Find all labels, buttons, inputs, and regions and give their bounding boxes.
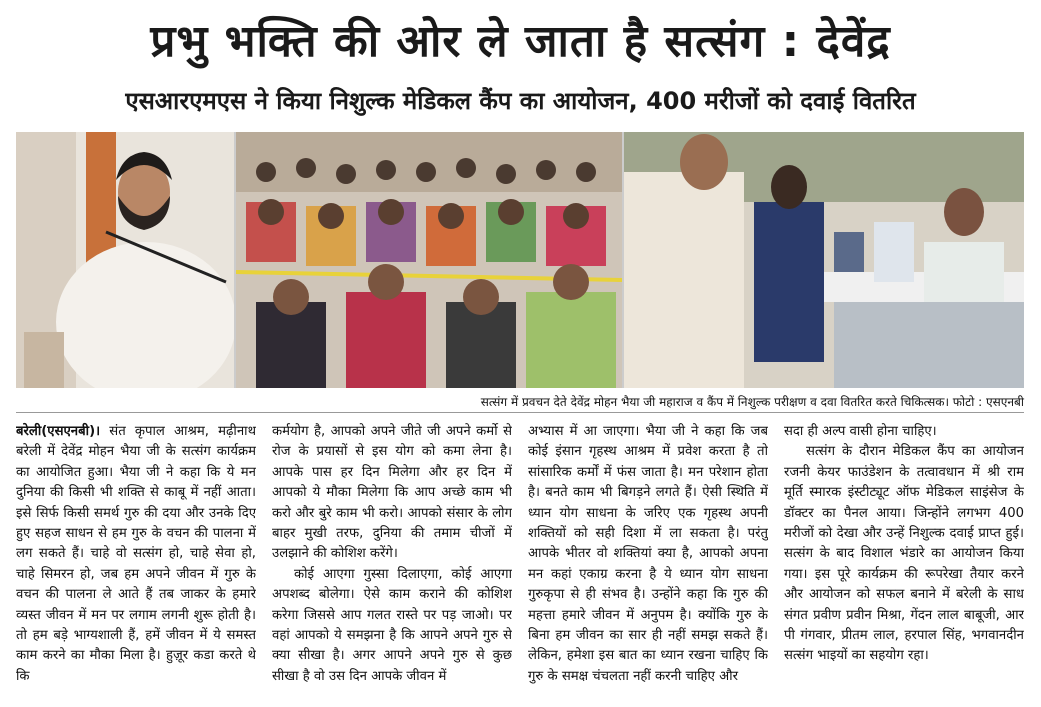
photo-strip	[16, 132, 1024, 388]
article-paragraph	[16, 422, 256, 687]
subheadline: एसआरएमएस ने किया निशुल्क मेडिकल कैंप का आयोजन, 400 मरीजों को दवाई वितरित	[125, 87, 916, 115]
article-paragraph: सत्संग के दौरान मेडिकल कैंप का आयोजन रजनी केयर फाउंडेशन के तत्वावधान में श्री राम मूर्ति स्मारक इंस्टीट्यूट ऑफ मेडिकल साइंसेज के डॉक्टर का पैनल आया। जिन्होंने लगभग 400 मरीजों को देखा और उन्हें निशुल्क दवाई प्राप्त हुई। सत्संग के बाद विशाल भंडारे का आयोजन किया गया। इस पूरे कार्यक्रम की रूपरेखा तैयार करने और आयोजन को सफल बनाने में बरेली के साध संगत प्रवीण प्रवीन मिश्रा, गेंदन लाल बाबूजी, आर पी गंगवार, प्रीतम लाल, हरपाल सिंह, भगवानदीन सत्संग भाइयों का सहयोग रहा।	[784, 444, 1024, 664]
dateline: बरेली(एसएनबी)।	[16, 424, 101, 439]
photo-speaker	[16, 132, 234, 388]
article-paragraph: कोई आएगा गुस्सा दिलाएगा, कोई आएगा अपशब्द बोलेगा। ऐसे काम कराने की कोशिश करेगा जिससे आप गलत रास्ते पर पड़ जाओ। पर वहां आपको ये समझना है कि आपने अपने गुरु से क्या सीखा है। अगर आपने अपने गुरु से कुछ सीखा है वो उस दिन आपके जीवन में	[272, 566, 512, 684]
photo-audience	[236, 132, 622, 388]
photo-medical-camp	[624, 132, 1024, 388]
article-column-1	[16, 422, 256, 702]
photo-caption: सत्संग में प्रवचन देते देवेंद्र मोहन भैया जी महाराज व कैंप में निशुल्क परीक्षण व दवा वितरित करते चिकित्सक। फोटो : एसएनबी	[16, 392, 1024, 413]
article-column-3	[528, 422, 768, 702]
article-body	[16, 422, 1024, 702]
headline: प्रभु भक्ति की ओर ले जाता है सत्संग : देवेंद्र	[150, 16, 891, 67]
article-column-2	[272, 422, 512, 702]
article-column-4	[784, 422, 1024, 702]
article-paragraph: सदा ही अल्प वासी होना चाहिए।	[784, 424, 937, 439]
article-paragraph: अभ्यास में आ जाएगा। भैया जी ने कहा कि जब कोई इंसान गृहस्थ आश्रम में प्रवेश करता है तो सांसारिक कर्मों में फंस जाता है। मन परेशान होता है। बनते काम भी बिगड़ने लगते हैं। ऐसी स्थिति में ध्यान योग साधना के जरिए एक गृहस्थ अपनी शक्तियों को सही दिशा में ला सकता है। परंतु आपके भीतर वो शक्तियां क्या है, आपको अपना मन कहां एकाग्र करना है ये ध्यान योग साधना गुरुकृपा से ही संभव है। उन्होंने कहा कि गुरु की महत्ता हमारे जीवन में अनुपम है। क्योंकि गुरु के बिना हम जीवन का सार ही नहीं समझ सकते हैं। लेकिन, हमेशा इस बात का ध्यान रखना चाहिए कि गुरु के समक्ष चंचलता नहीं करनी चाहिए और	[528, 424, 768, 684]
article-paragraph: कर्मयोग है, आपको अपने जीते जी अपने कर्मो से रोज के प्रयासों से इस योग को कमा लेना है। आपके पास हर दिन मिलेगा और हर दिन में आपको ये मौका मिलेगा कि आप अच्छे काम भी करो और बुरे काम भी करो। आपको संसार के लोग बाहर मुखी तरफ, दुनिया की तमाम चीजों में उलझाने की कोशिश करेंगे।	[272, 424, 512, 562]
article-text: संत कृपाल आश्रम, मढ़ीनाथ बरेली में देवेंद्र मोहन भैया जी के सत्संग कार्यक्रम का आयोजित हुआ। भैया जी ने कहा कि ये मन दुनिया की किसी भी शक्ति से काबू में नहीं आता। इसे सिर्फ किसी समर्थ गुरु की दया और उनके दिए हुए सहज साधन से हम गुरु के वचन की पालना में लग सकते हैं। चाहे वो सत्संग हो, चाहे सेवा हो, चाहे सिमरन हो, जब हम अपने जीवन में गुरु के वचन की पालना ले आते हैं तब जाकर के हमारे व्यस्त जीवन में मन पर लगाम लगनी शुरू होती है। तो हम बड़े भाग्यशाली हैं, हमें जीवन में ये समस्त काम करने का मौका मिला है। हुज़ूर कडा करते थे कि	[16, 424, 256, 684]
